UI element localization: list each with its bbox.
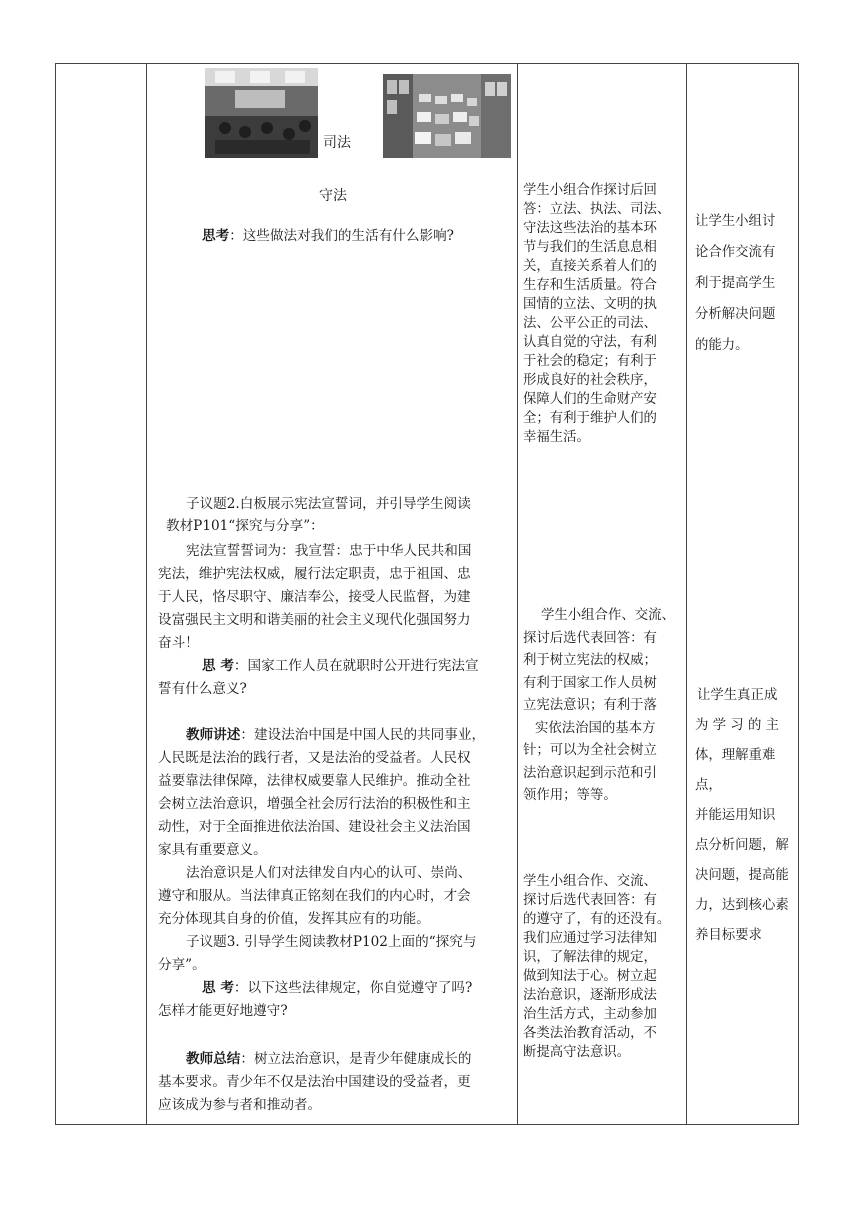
think-label: 思考 xyxy=(202,228,230,244)
oath-line: 于人民，恪尽职守、廉洁奉公，接受人民监督，为建 xyxy=(158,589,471,605)
summary-line: 应该成为参与者和推动者。 xyxy=(158,1097,322,1113)
lecture-line: 动性，对于全面推进依法治国、建设社会主义法治国 xyxy=(158,819,471,835)
student-answer-3: 学生小组合作、交流、 探讨后选代表回答：有 的遵守了，有的还没有。 我们应通过学习法律知 识，了解法律的规定， 做到知法于心。树立起 法治意识，逐渐形成法 治生活方式，主动参加 各类法治教育活动，不 断提高守法意识。 xyxy=(523,874,671,1060)
lecture-line: 益要靠法律保障，法律权威要靠人民维护。推动全社 xyxy=(158,773,471,789)
lecture-label: 教师讲述 xyxy=(186,727,241,743)
design-intent-1: 让学生小组讨 论合作交流有 利于提高学生 分析解决问题 的能力。 xyxy=(695,214,776,353)
student-answer-1: 学生小组合作探讨后回 答：立法、执法、司法、 守法这些法治的基本环 节与我们的生活息息相 关，直接关系着人们的 生存和生活质量。符合 国情的立法、文明的执 法、公平公正的司法、 认真自觉的守法，有利 于社会的稳定；有利于 形成良好的社会秩序， 保障人们的生命财产安 全；有利于维护人们的 幸福生活。 xyxy=(523,183,671,445)
student-answer-2: 学生小组合作、交流、 探讨后选代表回答：有 利于树立宪法的权威； 有利于国家工作人员树 立宪法意识；有利于落 实依法治国的基本方 针；可以为全社会树立 法治意识起到示范和引 领作用；等等。 xyxy=(523,608,675,803)
design-intent-2: 让学生真正成 为 学 习 的 主 体，理解重难点， 并能运用知识 点分析问题，解 决问题，提高能 力，达到核心素 养目标要求 xyxy=(695,688,789,943)
subtopic-2-line: 教材P101“探究与分享”： xyxy=(166,518,324,534)
oath-line: 宪法宣誓誓词为：我宣誓：忠于中华人民共和国 xyxy=(186,543,472,559)
oath-line: 设富强民主文明和谐美丽的社会主义现代化强国努力 xyxy=(158,612,471,628)
subtopic-3-line: 子议题3. 引导学生阅读教材P102上面的“探究与 xyxy=(186,934,477,950)
subtopic-2-line: 子议题2.白板展示宪法宣誓词，并引导学生阅读 xyxy=(186,496,471,512)
think-text: ：以下这些法律规定，你自觉遵守了吗? xyxy=(233,980,473,996)
awareness-line: 充分体现其自身的价值，发挥其应有的功能。 xyxy=(158,911,430,927)
column-divider xyxy=(517,64,518,1124)
think-label: 思 考 xyxy=(202,658,234,674)
courtroom-photo xyxy=(205,68,318,158)
lecture-text: ：建设法治中国是中国人民的共同事业， xyxy=(240,727,486,743)
lecture-line: 家具有重要意义。 xyxy=(158,842,267,858)
think-question-2-cont: 誓有什么意义? xyxy=(158,681,247,697)
teacher-lecture xyxy=(186,726,485,745)
teacher-summary xyxy=(186,1050,471,1069)
awareness-line: 法治意识是人们对法律发自内心的认可、崇尚、 xyxy=(186,865,472,881)
think-question-3-cont: 怎样才能更好地遵守? xyxy=(158,1003,288,1019)
lecture-line: 会树立法治意识，增强全社会厉行法治的积极性和主 xyxy=(158,796,471,812)
courtroom-caption: 司法 xyxy=(323,135,351,151)
subtopic-3-line: 分享”。 xyxy=(158,957,206,973)
think-text: ：这些做法对我们的生活有什么影响? xyxy=(229,228,454,244)
traffic-caption: 守法 xyxy=(319,188,347,204)
awareness-line: 遵守和服从。当法律真正铭刻在我们的内心时，才会 xyxy=(158,888,471,904)
think-question-1 xyxy=(202,227,454,246)
think-question-2 xyxy=(202,657,479,676)
think-text: ：国家工作人员在就职时公开进行宪法宣 xyxy=(233,658,479,674)
summary-label: 教师总结 xyxy=(186,1051,241,1067)
oath-line: 宪法，维护宪法权威，履行法定职责，忠于祖国、忠 xyxy=(158,566,471,582)
column-divider xyxy=(146,64,147,1124)
think-label: 思 考 xyxy=(202,980,234,996)
think-question-3 xyxy=(202,979,472,998)
summary-text: ：树立法治意识，是青少年健康成长的 xyxy=(240,1051,472,1067)
traffic-photo xyxy=(383,74,511,158)
summary-line: 基本要求。青少年不仅是法治中国建设的受益者，更 xyxy=(158,1074,471,1090)
column-divider xyxy=(686,64,687,1124)
oath-line: 奋斗！ xyxy=(158,635,199,651)
lecture-line: 人民既是法治的践行者，又是法治的受益者。人民权 xyxy=(158,750,471,766)
